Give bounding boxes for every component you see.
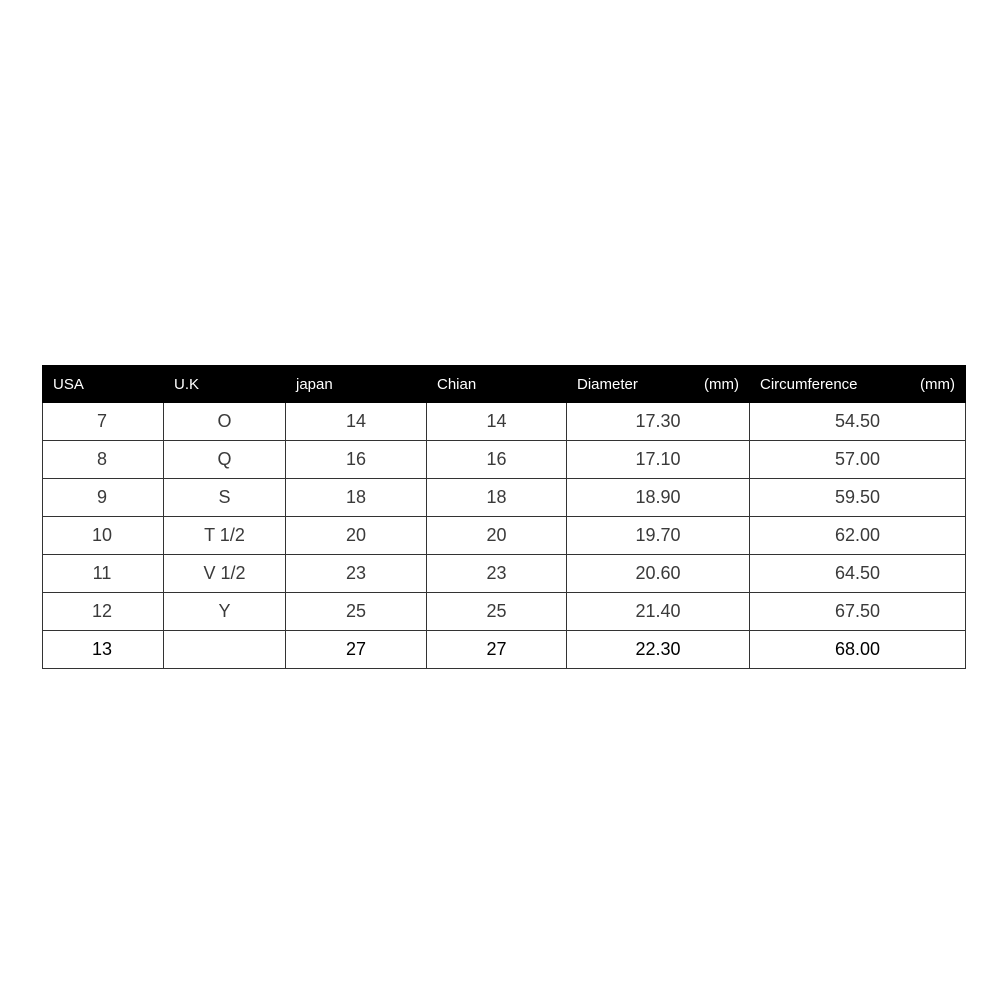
cell-china: 14 [427,403,567,441]
header-uk: U.K [164,366,286,403]
cell-diameter: 19.70 [567,517,750,555]
cell-diameter: 17.10 [567,441,750,479]
header-china: Chian [427,366,567,403]
ring-size-table [42,365,966,669]
cell-circumference: 57.00 [750,441,966,479]
cell-japan: 25 [286,593,427,631]
cell-diameter: 21.40 [567,593,750,631]
table-row [43,479,966,517]
cell-china: 18 [427,479,567,517]
cell-circumference: 59.50 [750,479,966,517]
cell-usa: 11 [43,555,164,593]
table-row [43,631,966,669]
cell-circumference: 64.50 [750,555,966,593]
cell-china: 20 [427,517,567,555]
table-row [43,593,966,631]
cell-usa: 12 [43,593,164,631]
cell-china: 23 [427,555,567,593]
cell-uk: Y [164,593,286,631]
cell-uk: O [164,403,286,441]
cell-china: 27 [427,631,567,669]
cell-uk: Q [164,441,286,479]
header-circumference-unit: (mm) [920,375,955,393]
cell-diameter: 17.30 [567,403,750,441]
cell-uk: S [164,479,286,517]
cell-circumference: 68.00 [750,631,966,669]
header-japan: japan [286,366,427,403]
cell-japan: 16 [286,441,427,479]
cell-diameter: 18.90 [567,479,750,517]
header-diameter: Diameter (mm) [567,366,750,403]
header-diameter-unit: (mm) [704,375,739,393]
cell-usa: 10 [43,517,164,555]
cell-china: 25 [427,593,567,631]
header-usa: USA [43,366,164,403]
cell-uk [164,631,286,669]
header-row [43,366,966,403]
table-row [43,517,966,555]
cell-circumference: 67.50 [750,593,966,631]
cell-diameter: 22.30 [567,631,750,669]
cell-japan: 23 [286,555,427,593]
table-row [43,441,966,479]
cell-usa: 8 [43,441,164,479]
cell-usa: 7 [43,403,164,441]
cell-circumference: 62.00 [750,517,966,555]
cell-japan: 27 [286,631,427,669]
cell-japan: 14 [286,403,427,441]
header-circumference: Circumference (mm) [750,366,966,403]
cell-china: 16 [427,441,567,479]
cell-circumference: 54.50 [750,403,966,441]
cell-uk: T 1/2 [164,517,286,555]
cell-usa: 13 [43,631,164,669]
cell-usa: 9 [43,479,164,517]
cell-uk: V 1/2 [164,555,286,593]
cell-japan: 20 [286,517,427,555]
cell-diameter: 20.60 [567,555,750,593]
table-row [43,555,966,593]
table-row [43,403,966,441]
cell-japan: 18 [286,479,427,517]
